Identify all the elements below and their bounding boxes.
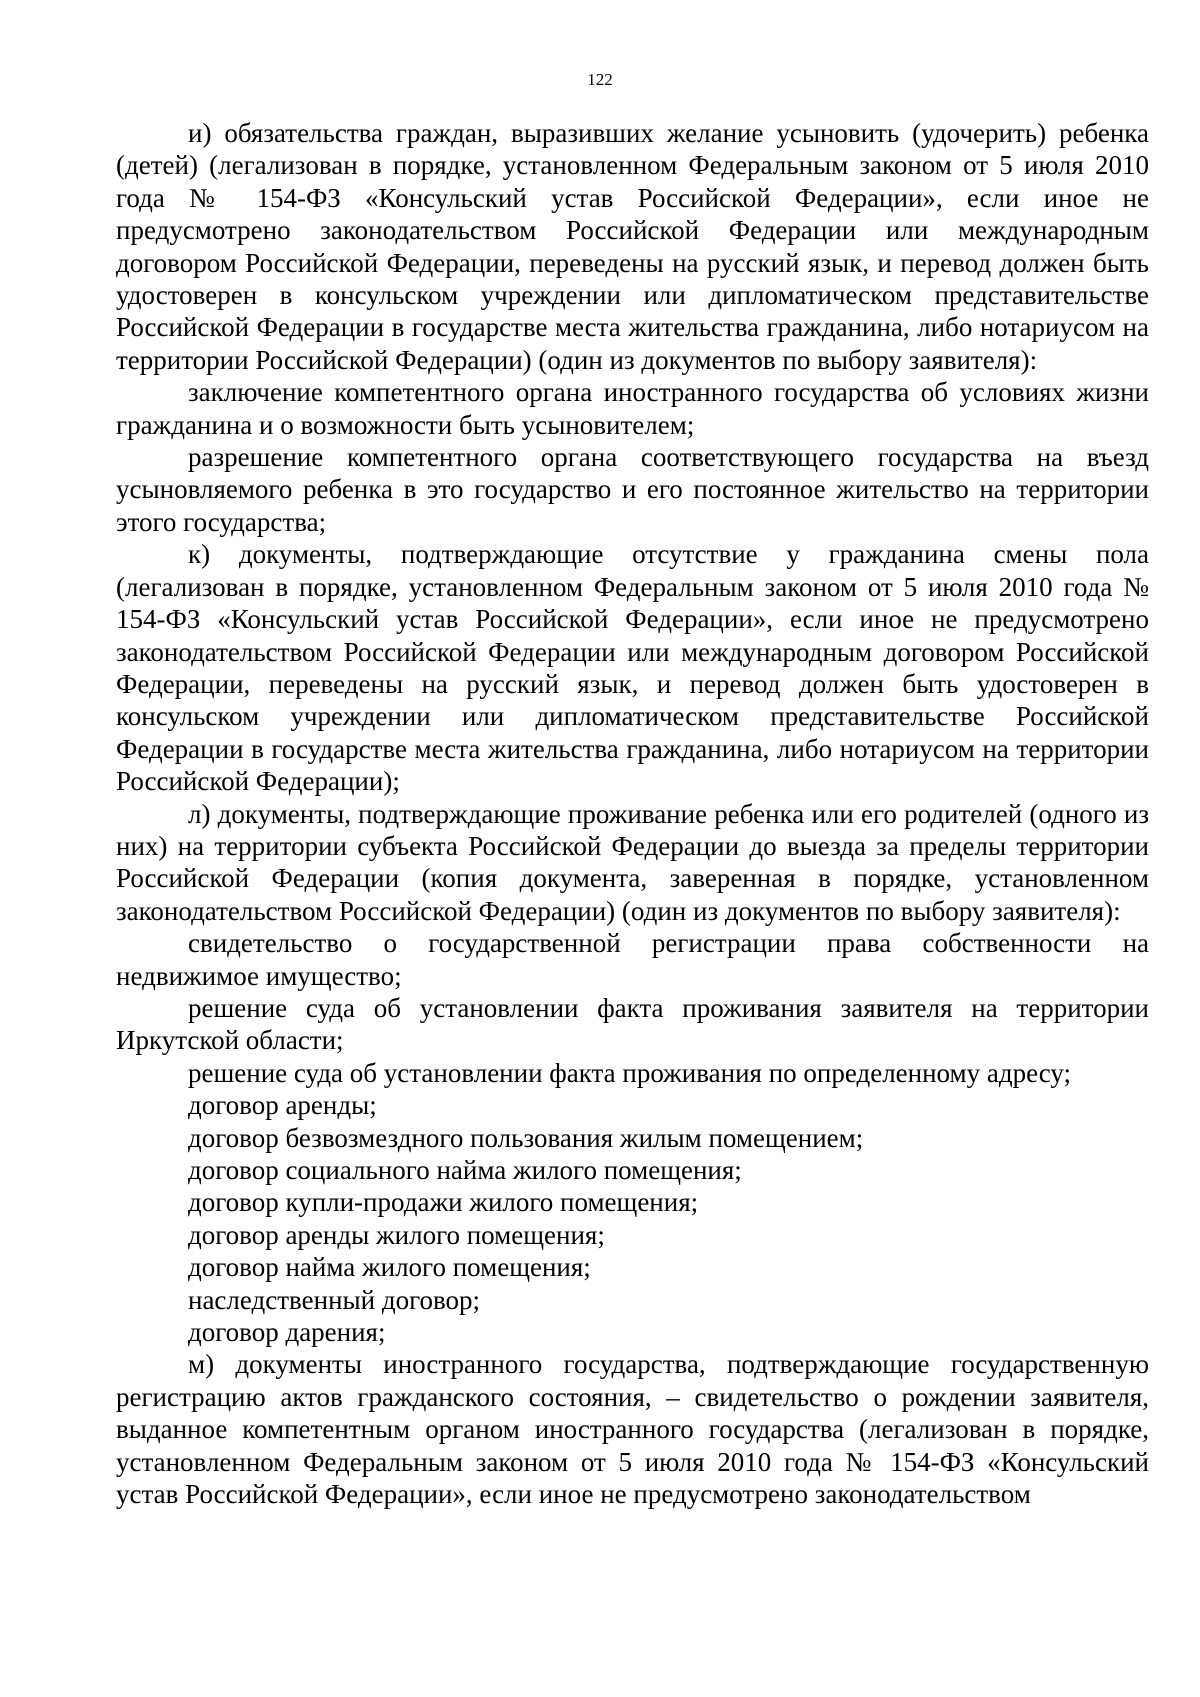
list-item: договор безвозмездного пользования жилым помещением; [188, 1122, 864, 1153]
list-item: договор найма жилого помещения; [188, 1252, 591, 1283]
list-item: договор социального найма жилого помещения; [188, 1155, 742, 1185]
paragraph-item-m: м) документы иностранного государства, подтверждающие государственную регистрацию актов гражданского состояния, – свидетельство о рождении заявителя, выданное компетентным органом иностранного государства (легализован в порядке, установленном Федеральным законом от 5 июля 2010 года № 154-ФЗ «Консульский устав Российской Федерации», если иное не предусмотрено законодательством [116, 1349, 1149, 1510]
paragraph-item-k: к) документы, подтверждающие отсутствие у гражданина смены пола (легализован в порядке, установленном Федеральным законом от 5 июля 2010 года № 154-ФЗ «Консульский устав Российской Федерации», если иное не предусмотрено законодательством Российской Федерации или международным договором Российской Федерации, переведены на русский язык, и перевод должен быть удостоверен в консульском учреждении или дипломатическом представительстве Российской Федерации в государстве места жительства гражданина, либо нотариусом на территории Российской Федерации); [116, 539, 1149, 797]
paragraph-property-certificate: свидетельство о государственной регистрации права собственности на недвижимое имущество; [116, 928, 1149, 991]
page-number: 122 [587, 70, 613, 89]
list-item: договор дарения; [188, 1317, 386, 1348]
list-item: договор купли-продажи жилого помещения; [188, 1187, 699, 1218]
list-item: договор аренды жилого помещения; [188, 1219, 605, 1250]
document-body [116, 117, 1149, 1510]
list-item: наследственный договор; [188, 1284, 481, 1315]
paragraph-item-i: и) обязательства граждан, выразивших желание усыновить (удочерить) ребенка (детей) (легализован в порядке, установленном Федеральным законом от 5 июля 2010 года № 154-ФЗ «Консульский устав Российской Федерации», если иное не предусмотрено законодательством Российской Федерации или международным договором Российской Федерации, переведены на русский язык, и перевод должен быть удостоверен в консульском учреждении или дипломатическом представительстве Российской Федерации в государстве места жительства гражданина, либо нотариусом на территории Российской Федерации) (один из документов по выбору заявителя): [116, 118, 1149, 375]
paragraph-entry-permission: разрешение компетентного органа соответствующего государства на въезд усыновляемого ребенка в это государство и его постоянное жительство на территории этого государства; [116, 442, 1149, 537]
list-item: договор аренды; [188, 1090, 377, 1121]
paragraph-item-l: л) документы, подтверждающие проживание ребенка или его родителей (одного из них) на территории субъекта Российской Федерации до выезда за пределы территории Российской Федерации (копия документа, заверенная в порядке, установленном законодательством Российской Федерации) (один из документов по выбору заявителя): [116, 798, 1149, 926]
paragraph-court-decision-region: решение суда об установлении факта проживания заявителя на территории Иркутской области; [116, 992, 1149, 1056]
paragraph-conclusion-of-authority: заключение компетентного органа иностранного государства об условиях жизни гражданина и о возможности быть усыновителем; [116, 377, 1149, 440]
paragraph-court-decision-address: решение суда об установлении факта проживания по определенному адресу; [188, 1057, 1072, 1088]
